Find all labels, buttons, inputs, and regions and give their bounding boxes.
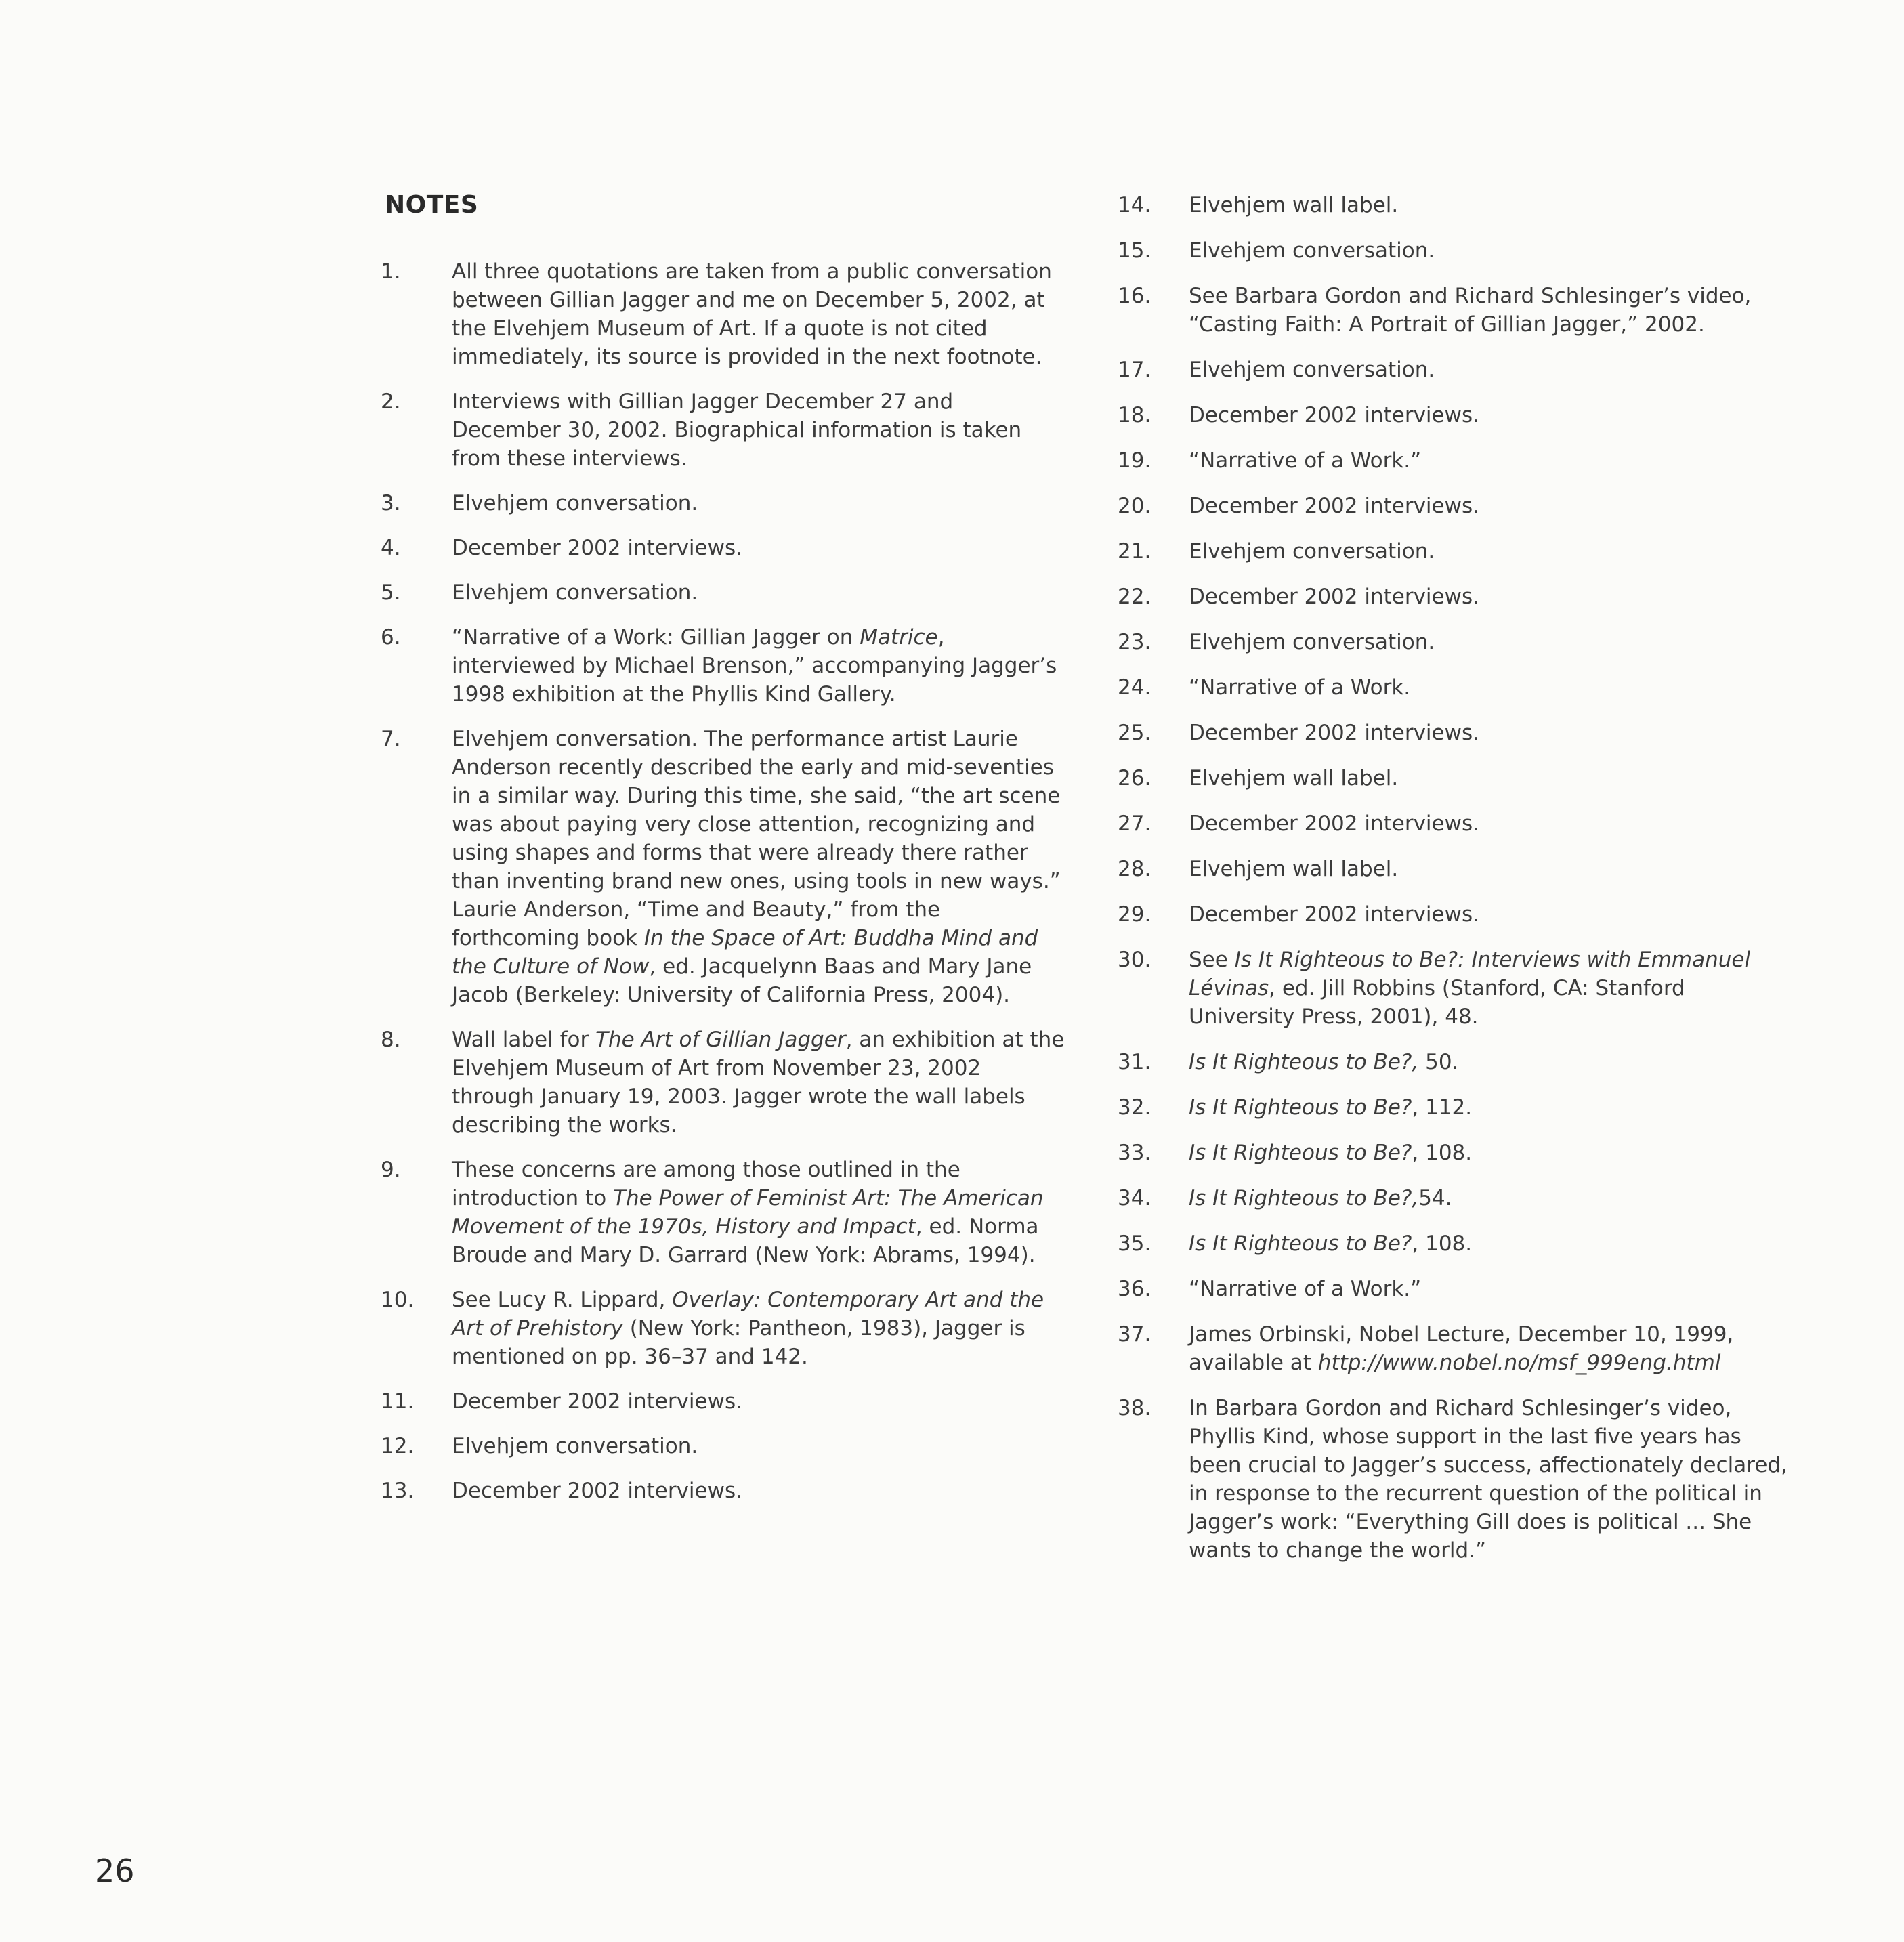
footnote-item — [1118, 809, 1795, 838]
footnote-item — [381, 257, 1065, 371]
footnote-item — [381, 1026, 1065, 1139]
footnote-number: 26. — [1118, 766, 1151, 790]
footnote-text-run: December 2002 interviews. — [452, 1389, 742, 1414]
footnote-item — [1118, 719, 1795, 747]
footnote-number: 2. — [381, 389, 401, 414]
footnote-item — [1118, 236, 1795, 265]
footnote-item — [1118, 946, 1795, 1031]
footnote-number: 25. — [1118, 721, 1151, 745]
footnote-number: 32. — [1118, 1095, 1151, 1120]
footnote-text-run: James Orbinski, Nobel Lecture, December 10, 1999, available at — [1189, 1322, 1734, 1375]
footnote-text — [1189, 673, 1795, 702]
footnote-item — [1118, 1394, 1795, 1565]
footnote-text — [1189, 719, 1795, 747]
footnote-number: 8. — [381, 1028, 401, 1052]
footnote-title-italic: Is It Righteous to Be? — [1189, 1231, 1412, 1256]
footnote-title-italic: Is It Righteous to Be?: Interviews with Emmanuel Lévinas — [1189, 948, 1751, 1000]
footnote-item — [1118, 1184, 1795, 1212]
footnote-text-run: Elvehjem wall label. — [1189, 193, 1399, 217]
footnote-item — [381, 489, 1065, 518]
footnote-text — [1189, 583, 1795, 611]
footnote-number: 11. — [381, 1389, 415, 1414]
footnote-text-run: Elvehjem wall label. — [1189, 766, 1399, 790]
footnote-item — [1118, 1229, 1795, 1258]
footnote-number: 29. — [1118, 902, 1151, 927]
footnote-title-italic: The Art of Gillian Jagger — [595, 1028, 846, 1052]
footnote-text — [452, 1477, 1065, 1505]
footnote-text-run: Elvehjem conversation. The performance artist Laurie Anderson recently described the early and mid-seventies in a similar way. During this time, she said, “the art scene was about paying very close attention, recognizing and using shapes and forms that were already there rather than inventing brand new ones, using tools in new ways.” Laurie Anderson, “Time and Beauty,” from the forthcoming book — [452, 727, 1061, 950]
footnote-text — [452, 257, 1065, 371]
footnote-text-run: Elvehjem conversation. — [1189, 358, 1435, 382]
footnote-text-run: , 108. — [1412, 1231, 1473, 1256]
footnote-text-run: 50. — [1418, 1050, 1459, 1074]
footnote-item — [381, 1387, 1065, 1416]
footnote-text — [452, 623, 1065, 709]
footnote-item — [1118, 401, 1795, 429]
footnote-text-run: Elvehjem conversation. — [1189, 630, 1435, 654]
footnote-text — [1189, 401, 1795, 429]
footnote-item — [381, 725, 1065, 1009]
footnote-text-run: See Lucy R. Lippard, — [452, 1288, 673, 1312]
footnote-text-run: , ed. Jill Robbins (Stanford, CA: Stanford University Press, 2001), 48. — [1189, 976, 1685, 1029]
footnote-text-run: Elvehjem conversation. — [452, 581, 698, 605]
footnote-number: 17. — [1118, 358, 1151, 382]
footnote-number: 4. — [381, 536, 401, 560]
footnote-text — [1189, 764, 1795, 793]
footnote-number: 31. — [1118, 1050, 1151, 1074]
footnote-text — [452, 1026, 1065, 1139]
footnote-item — [381, 1156, 1065, 1269]
footnote-item — [1118, 1139, 1795, 1167]
footnote-text-run: Elvehjem conversation. — [1189, 539, 1435, 564]
footnote-text — [452, 1156, 1065, 1269]
footnote-text-run: December 2002 interviews. — [1189, 902, 1479, 927]
footnote-text — [1189, 492, 1795, 520]
footnote-number: 13. — [381, 1479, 415, 1503]
footnote-text-run: Elvehjem conversation. — [452, 1434, 698, 1458]
footnote-number: 1. — [381, 259, 401, 284]
footnote-text-run: Elvehjem conversation. — [1189, 238, 1435, 263]
notes-column-left — [381, 257, 1065, 1521]
footnote-text — [1189, 1184, 1795, 1212]
footnote-title-italic: http://www.nobel.no/msf_999eng.html — [1317, 1351, 1721, 1375]
notes-column-right — [1118, 191, 1795, 1582]
footnote-text — [452, 725, 1065, 1009]
footnote-title-italic: Is It Righteous to Be? — [1189, 1141, 1412, 1165]
footnote-text — [1189, 1229, 1795, 1258]
footnote-text — [1189, 356, 1795, 384]
footnote-text-run: Interviews with Gillian Jagger December 27 and December 30, 2002. Biographical information is taken from these interviews. — [452, 389, 1022, 471]
notes-heading: NOTES — [385, 191, 479, 219]
footnote-number: 22. — [1118, 585, 1151, 609]
footnote-text-run: “Narrative of a Work.” — [1189, 448, 1422, 473]
footnote-number: 18. — [1118, 403, 1151, 427]
footnote-title-italic: Is It Righteous to Be?, — [1189, 1050, 1419, 1074]
footnote-text-run: Elvehjem wall label. — [1189, 857, 1399, 881]
footnote-item — [381, 1286, 1065, 1371]
footnote-text-run: December 2002 interviews. — [1189, 403, 1479, 427]
footnote-text — [1189, 855, 1795, 883]
footnote-item — [1118, 1048, 1795, 1076]
footnote-number: 38. — [1118, 1396, 1151, 1420]
footnote-text-run: , an exhibition at the Elvehjem Museum of Art from November 23, 2002 through January 19, 2003. Jagger wrote the wall labels describing the works. — [452, 1028, 1065, 1137]
footnote-item — [1118, 1320, 1795, 1377]
footnote-text-run: December 2002 interviews. — [452, 1479, 742, 1503]
footnote-item — [1118, 492, 1795, 520]
footnote-text — [1189, 191, 1795, 219]
footnote-number: 30. — [1118, 948, 1151, 972]
footnote-text-run: December 2002 interviews. — [1189, 721, 1479, 745]
footnote-item — [1118, 356, 1795, 384]
footnote-item — [1118, 1093, 1795, 1122]
footnote-text — [1189, 1093, 1795, 1122]
footnote-text-run: Wall label for — [452, 1028, 596, 1052]
footnote-text — [452, 534, 1065, 562]
footnote-number: 24. — [1118, 675, 1151, 700]
footnote-text — [1189, 1139, 1795, 1167]
footnote-text-run: “Narrative of a Work. — [1189, 675, 1411, 700]
footnote-text — [1189, 446, 1795, 475]
footnote-text — [1189, 946, 1795, 1031]
footnote-text-run: These concerns are among those outlined in the introduction to — [452, 1158, 960, 1210]
footnote-number: 34. — [1118, 1186, 1151, 1210]
footnote-text — [1189, 900, 1795, 929]
footnote-number: 20. — [1118, 494, 1151, 518]
footnote-item — [1118, 673, 1795, 702]
footnote-number: 15. — [1118, 238, 1151, 263]
footnote-item — [381, 1432, 1065, 1460]
footnote-number: 35. — [1118, 1231, 1151, 1256]
footnote-number: 21. — [1118, 539, 1151, 564]
footnote-text-run: December 2002 interviews. — [1189, 811, 1479, 836]
footnote-item — [381, 534, 1065, 562]
footnote-text — [1189, 1394, 1795, 1565]
footnote-number: 37. — [1118, 1322, 1151, 1347]
footnote-text — [1189, 1275, 1795, 1303]
footnote-text-run: December 2002 interviews. — [1189, 585, 1479, 609]
footnote-number: 23. — [1118, 630, 1151, 654]
footnote-title-italic: Is It Righteous to Be? — [1189, 1095, 1412, 1120]
footnote-text — [452, 1286, 1065, 1371]
footnote-text-run: See Barbara Gordon and Richard Schlesinger’s video, “Casting Faith: A Portrait of Gillian Jagger,” 2002. — [1189, 284, 1752, 337]
footnote-number: 14. — [1118, 193, 1151, 217]
footnote-item — [1118, 537, 1795, 566]
footnote-title-italic: Overlay: Contemporary Art and the Art of Prehistory — [452, 1288, 1044, 1341]
footnote-number: 27. — [1118, 811, 1151, 836]
footnote-item — [381, 1477, 1065, 1505]
footnote-item — [1118, 282, 1795, 339]
footnote-number: 7. — [381, 727, 401, 751]
footnote-item — [381, 578, 1065, 607]
footnote-text-run: Elvehjem conversation. — [452, 491, 698, 515]
footnote-text — [452, 387, 1065, 473]
page-number: 26 — [95, 1853, 135, 1889]
footnote-title-italic: Is It Righteous to Be?, — [1189, 1186, 1419, 1210]
footnote-number: 12. — [381, 1434, 415, 1458]
footnote-text-run: All three quotations are taken from a public conversation between Gillian Jagger and me on December 5, 2002, at the Elvehjem Museum of Art. If a quote is not cited immediately, its source is provided in the next footnote. — [452, 259, 1052, 369]
footnote-text-run: “Narrative of a Work: Gillian Jagger on — [452, 625, 860, 650]
footnote-item — [1118, 191, 1795, 219]
footnote-text-run: , ed. Norma Broude and Mary D. Garrard (New York: Abrams, 1994). — [452, 1215, 1039, 1267]
footnote-item — [1118, 1275, 1795, 1303]
footnote-item — [1118, 764, 1795, 793]
footnote-number: 16. — [1118, 284, 1151, 308]
footnote-title-italic: Matrice — [860, 625, 938, 650]
footnote-text-run: See — [1189, 948, 1235, 972]
footnote-number: 36. — [1118, 1277, 1151, 1301]
footnote-item — [1118, 900, 1795, 929]
footnote-item — [1118, 446, 1795, 475]
footnote-text — [452, 489, 1065, 518]
footnote-number: 9. — [381, 1158, 401, 1182]
footnote-text-run: , interviewed by Michael Brenson,” accompanying Jagger’s 1998 exhibition at the Phyllis Kind Gallery. — [452, 625, 1057, 706]
footnote-text — [1189, 537, 1795, 566]
footnote-text — [1189, 236, 1795, 265]
footnote-text — [1189, 1320, 1795, 1377]
footnote-text — [452, 578, 1065, 607]
footnote-text-run: , 112. — [1412, 1095, 1473, 1120]
footnote-number: 19. — [1118, 448, 1151, 473]
footnote-title-italic: In the Space of Art: Buddha Mind and the Culture of Now — [452, 926, 1038, 979]
footnote-text — [1189, 628, 1795, 656]
footnote-number: 3. — [381, 491, 401, 515]
footnote-number: 6. — [381, 625, 401, 650]
footnote-text-run: December 2002 interviews. — [1189, 494, 1479, 518]
footnote-text-run: 54. — [1418, 1186, 1452, 1210]
footnote-number: 10. — [381, 1288, 415, 1312]
footnote-text-run: (New York: Pantheon, 1983), Jagger is mentioned on pp. 36–37 and 142. — [452, 1316, 1025, 1369]
footnote-item — [381, 387, 1065, 473]
footnote-text — [1189, 1048, 1795, 1076]
footnote-text-run: , ed. Jacquelynn Baas and Mary Jane Jacob (Berkeley: University of California Press, 2004). — [452, 954, 1032, 1007]
footnote-title-italic: The Power of Feminist Art: The American Movement of the 1970s, History and Impact — [452, 1186, 1044, 1239]
footnote-number: 28. — [1118, 857, 1151, 881]
footnote-text-run: “Narrative of a Work.” — [1189, 1277, 1422, 1301]
footnote-text-run: , 108. — [1412, 1141, 1473, 1165]
footnote-text-run: In Barbara Gordon and Richard Schlesinger’s video, Phyllis Kind, whose support in the last five years has been crucial to Jagger’s success, affectionately declared, in response to the recurrent question of the political in Jagger’s work: “Everything Gill does is political ... She wants to change the world.” — [1189, 1396, 1787, 1563]
footnote-text — [1189, 809, 1795, 838]
footnote-item — [1118, 583, 1795, 611]
footnote-number: 33. — [1118, 1141, 1151, 1165]
footnote-item — [381, 623, 1065, 709]
footnote-text-run: December 2002 interviews. — [452, 536, 742, 560]
footnote-text — [452, 1432, 1065, 1460]
footnote-text — [452, 1387, 1065, 1416]
footnote-number: 5. — [381, 581, 401, 605]
footnote-item — [1118, 855, 1795, 883]
footnote-item — [1118, 628, 1795, 656]
footnote-text — [1189, 282, 1795, 339]
